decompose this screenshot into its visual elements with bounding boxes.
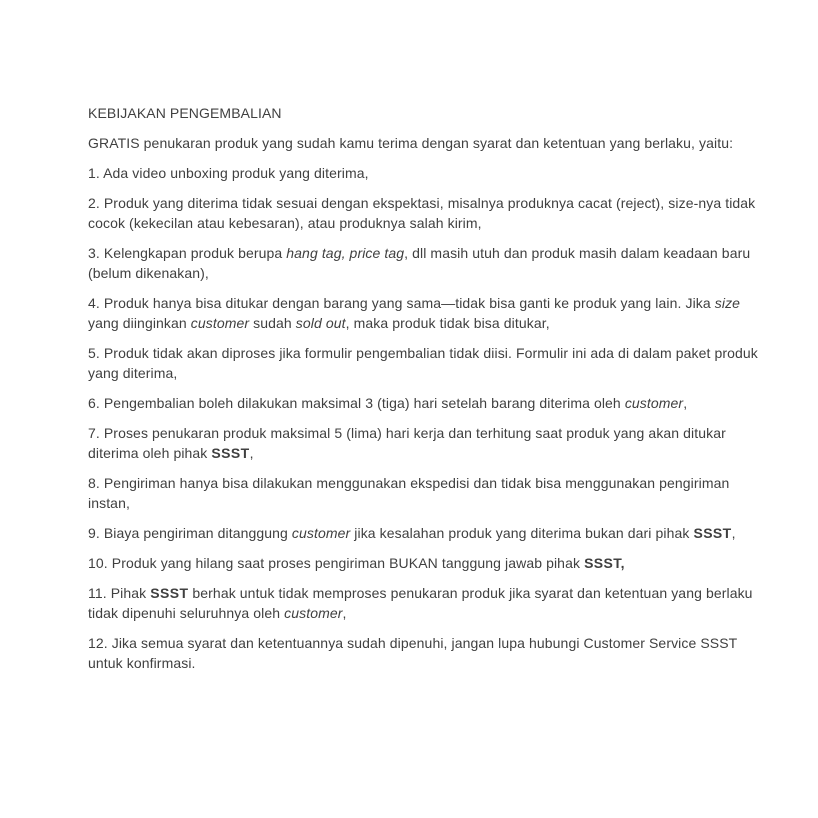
policy-item-segment: , maka produk tidak bisa ditukar, [345,315,550,331]
policy-item-segment: , [683,395,688,411]
policy-title: KEBIJAKAN PENGEMBALIAN [88,105,282,121]
policy-item-segment: 5. Produk tidak akan diproses jika formulir pengembalian tidak diisi. Formulir ini ada di dalam paket produk yang diterima, [88,345,758,381]
policy-item [88,193,764,233]
policy-item-segment: customer [284,605,343,621]
policy-item-segment: jika kesalahan produk yang diterima bukan dari pihak [350,525,694,541]
policy-item [88,553,764,573]
policy-item-segment: berhak untuk tidak memproses penukaran produk jika syarat dan ketentuan yang berlaku tidak dipenuhi seluruhnya oleh [88,585,753,621]
policy-item-segment: customer [190,315,250,331]
policy-list [88,163,764,673]
policy-item-segment: , [731,525,736,541]
policy-item [88,243,764,283]
policy-item-segment: sudah [249,315,296,331]
policy-item [88,423,764,463]
policy-item-segment: , [249,445,254,461]
policy-item-segment: 6. Pengembalian boleh dilakukan maksimal 3 (tiga) hari setelah barang diterima oleh [88,395,625,411]
policy-item [88,163,764,183]
policy-item [88,343,764,383]
policy-item [88,523,764,543]
policy-item-segment: size [714,295,741,311]
policy-item-segment: 9. Biaya pengiriman ditanggung [88,525,292,541]
policy-item-segment: sold out [295,315,346,331]
policy-item [88,583,764,623]
policy-item-segment: SSST, [584,555,625,571]
policy-item [88,633,764,673]
text-column [88,103,764,673]
policy-item-segment: customer [291,525,351,541]
policy-item-segment: SSST [693,525,732,541]
policy-item-segment: 4. Produk hanya bisa ditukar dengan barang yang sama—tidak bisa ganti ke produk yang lain. Jika [88,295,715,311]
policy-item [88,473,764,513]
policy-item-segment: 11. Pihak [88,585,151,601]
policy-item-segment: 1. Ada video unboxing produk yang diterima, [88,165,369,181]
policy-intro: GRATIS penukaran produk yang sudah kamu terima dengan syarat dan ketentuan yang berlaku, yaitu: [88,135,734,151]
policy-item [88,293,764,333]
policy-item [88,393,764,413]
policy-item-segment: SSST [211,445,250,461]
policy-item-segment: customer [624,395,684,411]
policy-item-segment: hang tag, price tag [286,245,405,261]
policy-item-segment: 12. Jika semua syarat dan ketentuannya sudah dipenuhi, jangan lupa hubungi Customer Service SSST untuk konfirmasi. [88,635,738,671]
policy-item-segment: , dll masih utuh dan produk masih dalam keadaan baru (belum dikenakan), [88,245,751,281]
policy-item-segment: 10. Produk yang hilang saat proses pengiriman BUKAN tanggung jawab pihak [88,555,585,571]
policy-item-segment: 2. Produk yang diterima tidak sesuai dengan ekspektasi, misalnya produknya cacat (reject), size-nya tidak cocok (kekecilan atau kebesaran), atau produknya salah kirim, [88,195,756,231]
policy-item-segment: 3. Kelengkapan produk berupa [88,245,287,261]
policy-item-segment: , [342,605,347,621]
policy-item-segment: SSST [150,585,189,601]
policy-item-segment: 7. Proses penukaran produk maksimal 5 (lima) hari kerja dan terhitung saat produk yang akan ditukar diterima oleh pihak [88,425,726,461]
policy-item-segment: 8. Pengiriman hanya bisa dilakukan menggunakan ekspedisi dan tidak bisa menggunakan pengiriman instan, [88,475,730,511]
policy-item-segment: yang diinginkan [88,315,191,331]
